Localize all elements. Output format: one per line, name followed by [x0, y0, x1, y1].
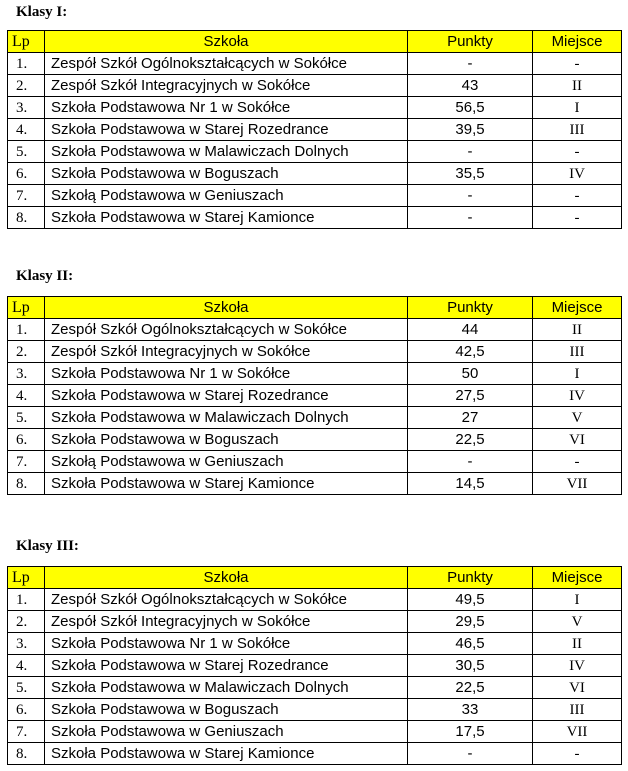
points-value: - — [408, 185, 533, 207]
column-header-points: Punkty — [408, 297, 533, 319]
place-value: I — [533, 363, 622, 385]
points-value: 56,5 — [408, 97, 533, 119]
table-header-row — [8, 31, 622, 53]
place-value: - — [533, 451, 622, 473]
table-row — [8, 407, 622, 429]
place-value: VI — [533, 677, 622, 699]
points-value: 22,5 — [408, 677, 533, 699]
school-name: Szkoła Podstawowa Nr 1 w Sokółce — [45, 363, 408, 385]
place-value: IV — [533, 385, 622, 407]
row-number: 5. — [8, 141, 45, 163]
table-row — [8, 721, 622, 743]
place-value: - — [533, 185, 622, 207]
place-value: III — [533, 341, 622, 363]
row-number: 3. — [8, 633, 45, 655]
school-name: Szkoła Podstawowa Nr 1 w Sokółce — [45, 97, 408, 119]
place-value: VII — [533, 473, 622, 495]
table-row — [8, 119, 622, 141]
school-name: Szkoła Podstawowa w Geniuszach — [45, 721, 408, 743]
column-header-school: Szkoła — [45, 31, 408, 53]
table-row — [8, 97, 622, 119]
row-number: 5. — [8, 407, 45, 429]
school-name: Szkoła Podstawowa w Starej Kamionce — [45, 473, 408, 495]
row-number: 7. — [8, 185, 45, 207]
row-number: 3. — [8, 97, 45, 119]
table-row — [8, 699, 622, 721]
place-value: I — [533, 589, 622, 611]
row-number: 8. — [8, 743, 45, 765]
table-row — [8, 589, 622, 611]
table-row — [8, 163, 622, 185]
points-value: 39,5 — [408, 119, 533, 141]
place-value: VII — [533, 721, 622, 743]
school-name: Szkoła Podstawowa w Malawiczach Dolnych — [45, 407, 408, 429]
points-value: 44 — [408, 319, 533, 341]
school-name: Szkoła Podstawowa w Starej Kamionce — [45, 207, 408, 229]
points-value: - — [408, 743, 533, 765]
points-value: 27,5 — [408, 385, 533, 407]
row-number: 4. — [8, 385, 45, 407]
table-row — [8, 185, 622, 207]
school-name: Szkoła Podstawowa w Starej Kamionce — [45, 743, 408, 765]
school-name: Zespół Szkół Integracyjnych w Sokółce — [45, 341, 408, 363]
school-name: Szkoła Podstawowa w Boguszach — [45, 429, 408, 451]
table-header-row — [8, 297, 622, 319]
row-number: 7. — [8, 451, 45, 473]
results-table-klasy-1 — [7, 30, 622, 229]
school-name: Szkoła Podstawowa w Starej Rozedrance — [45, 119, 408, 141]
table-row — [8, 319, 622, 341]
table-row — [8, 655, 622, 677]
table-row — [8, 385, 622, 407]
school-name: Szkoła Podstawowa w Malawiczach Dolnych — [45, 677, 408, 699]
place-value: IV — [533, 655, 622, 677]
school-name: Zespół Szkół Ogólnokształcących w Sokółce — [45, 53, 408, 75]
school-name: Zespół Szkół Ogólnokształcących w Sokółce — [45, 319, 408, 341]
row-number: 4. — [8, 119, 45, 141]
school-name: Szkoła Podstawowa w Malawiczach Dolnych — [45, 141, 408, 163]
column-header-lp: Lp — [8, 31, 45, 53]
place-value: I — [533, 97, 622, 119]
school-name: Szkołą Podstawowa w Geniuszach — [45, 451, 408, 473]
place-value: - — [533, 743, 622, 765]
row-number: 8. — [8, 473, 45, 495]
row-number: 6. — [8, 163, 45, 185]
points-value: - — [408, 53, 533, 75]
table-row — [8, 363, 622, 385]
points-value: 43 — [408, 75, 533, 97]
row-number: 1. — [8, 589, 45, 611]
table-row — [8, 341, 622, 363]
row-number: 6. — [8, 699, 45, 721]
place-value: - — [533, 141, 622, 163]
place-value: V — [533, 407, 622, 429]
place-value: - — [533, 53, 622, 75]
table-row — [8, 473, 622, 495]
section-title-klasy-3: Klasy III: — [16, 538, 79, 554]
place-value: V — [533, 611, 622, 633]
points-value: 49,5 — [408, 589, 533, 611]
points-value: 50 — [408, 363, 533, 385]
points-value: 22,5 — [408, 429, 533, 451]
column-header-place: Miejsce — [533, 31, 622, 53]
row-number: 6. — [8, 429, 45, 451]
column-header-points: Punkty — [408, 567, 533, 589]
section-title-klasy-1: Klasy I: — [16, 4, 68, 20]
points-value: 29,5 — [408, 611, 533, 633]
school-name: Szkołą Podstawowa w Geniuszach — [45, 185, 408, 207]
table-row — [8, 141, 622, 163]
column-header-place: Miejsce — [533, 567, 622, 589]
column-header-place: Miejsce — [533, 297, 622, 319]
place-value: IV — [533, 163, 622, 185]
column-header-lp: Lp — [8, 297, 45, 319]
column-header-lp: Lp — [8, 567, 45, 589]
place-value: VI — [533, 429, 622, 451]
table-row — [8, 611, 622, 633]
table-row — [8, 677, 622, 699]
school-name: Zespół Szkół Ogólnokształcących w Sokółce — [45, 589, 408, 611]
column-header-points: Punkty — [408, 31, 533, 53]
results-table-klasy-3 — [7, 566, 622, 765]
results-table-klasy-2 — [7, 296, 622, 495]
points-value: 46,5 — [408, 633, 533, 655]
row-number: 5. — [8, 677, 45, 699]
place-value: II — [533, 633, 622, 655]
table-row — [8, 743, 622, 765]
row-number: 2. — [8, 611, 45, 633]
points-value: 14,5 — [408, 473, 533, 495]
section-title-klasy-2: Klasy II: — [16, 268, 74, 284]
table-row — [8, 53, 622, 75]
row-number: 3. — [8, 363, 45, 385]
place-value: III — [533, 699, 622, 721]
table-row — [8, 207, 622, 229]
school-name: Szkoła Podstawowa w Boguszach — [45, 163, 408, 185]
points-value: - — [408, 207, 533, 229]
points-value: 30,5 — [408, 655, 533, 677]
row-number: 1. — [8, 319, 45, 341]
points-value: 35,5 — [408, 163, 533, 185]
row-number: 1. — [8, 53, 45, 75]
place-value: II — [533, 75, 622, 97]
points-value: 33 — [408, 699, 533, 721]
table-row — [8, 633, 622, 655]
school-name: Zespół Szkół Integracyjnych w Sokółce — [45, 611, 408, 633]
school-name: Szkoła Podstawowa w Boguszach — [45, 699, 408, 721]
school-name: Szkoła Podstawowa w Starej Rozedrance — [45, 385, 408, 407]
row-number: 8. — [8, 207, 45, 229]
column-header-school: Szkoła — [45, 297, 408, 319]
points-value: 42,5 — [408, 341, 533, 363]
column-header-school: Szkoła — [45, 567, 408, 589]
table-row — [8, 451, 622, 473]
place-value: III — [533, 119, 622, 141]
school-name: Szkoła Podstawowa Nr 1 w Sokółce — [45, 633, 408, 655]
place-value: II — [533, 319, 622, 341]
table-header-row — [8, 567, 622, 589]
place-value: - — [533, 207, 622, 229]
points-value: - — [408, 451, 533, 473]
table-row — [8, 75, 622, 97]
school-name: Zespół Szkół Integracyjnych w Sokółce — [45, 75, 408, 97]
table-row — [8, 429, 622, 451]
row-number: 2. — [8, 75, 45, 97]
points-value: 27 — [408, 407, 533, 429]
points-value: - — [408, 141, 533, 163]
row-number: 4. — [8, 655, 45, 677]
row-number: 7. — [8, 721, 45, 743]
row-number: 2. — [8, 341, 45, 363]
school-name: Szkoła Podstawowa w Starej Rozedrance — [45, 655, 408, 677]
points-value: 17,5 — [408, 721, 533, 743]
